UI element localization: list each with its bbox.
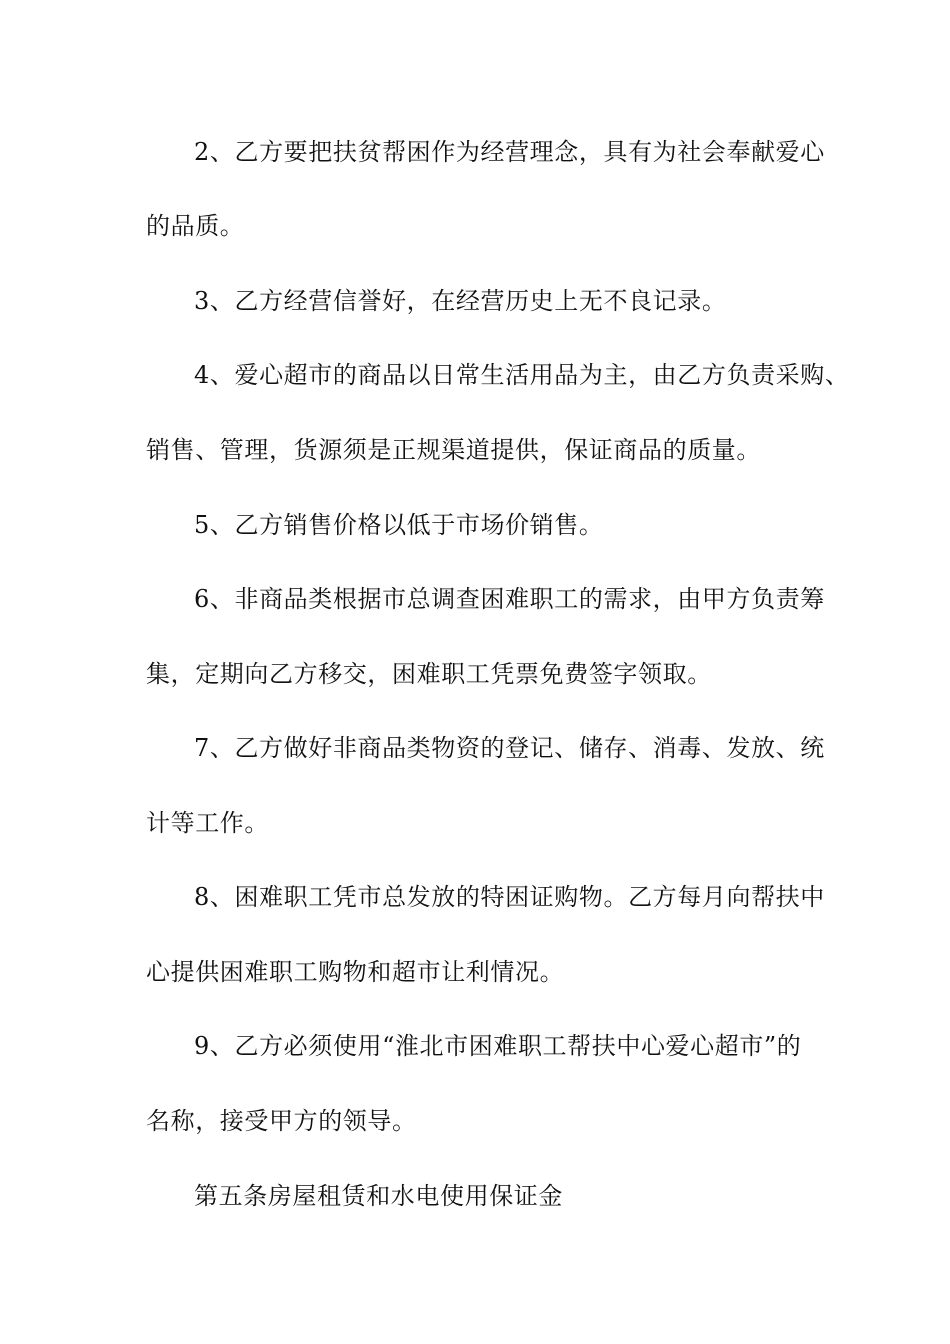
- clause-3-line-1: 3、乙方经营信誉好，在经营历史上无不良记录。: [194, 287, 727, 315]
- section-heading-article-5: 第五条房屋租赁和水电使用保证金: [194, 1182, 563, 1210]
- clause-2-line-2: 的品质。: [146, 212, 245, 240]
- clause-5-line-1: 5、乙方销售价格以低于市场价销售。: [194, 511, 604, 539]
- clause-6-line-2: 集，定期向乙方移交，困难职工凭票免费签字领取。: [146, 660, 712, 688]
- clause-6-line-1: 6、非商品类根据市总调查困难职工的需求，由甲方负责筹: [194, 585, 825, 613]
- clause-9-line-2: 名称，接受甲方的领导。: [146, 1107, 417, 1135]
- clause-7-line-1: 7、乙方做好非商品类物资的登记、储存、消毒、发放、统: [194, 734, 825, 762]
- clause-4-line-2: 销售、管理，货源须是正规渠道提供，保证商品的质量。: [146, 436, 761, 464]
- clause-8-line-1: 8、困难职工凭市总发放的特困证购物。乙方每月向帮扶中: [194, 883, 825, 911]
- clause-8-line-2: 心提供困难职工购物和超市让利情况。: [146, 958, 565, 986]
- clause-9-line-1: 9、乙方必须使用“淮北市困难职工帮扶中心爱心超市”的: [194, 1032, 802, 1060]
- clause-2-line-1: 2、乙方要把扶贫帮困作为经营理念，具有为社会奉献爱心: [194, 138, 825, 166]
- clause-7-line-2: 计等工作。: [146, 809, 269, 837]
- clause-4-line-1: 4、爱心超市的商品以日常生活用品为主，由乙方负责采购、: [194, 361, 850, 389]
